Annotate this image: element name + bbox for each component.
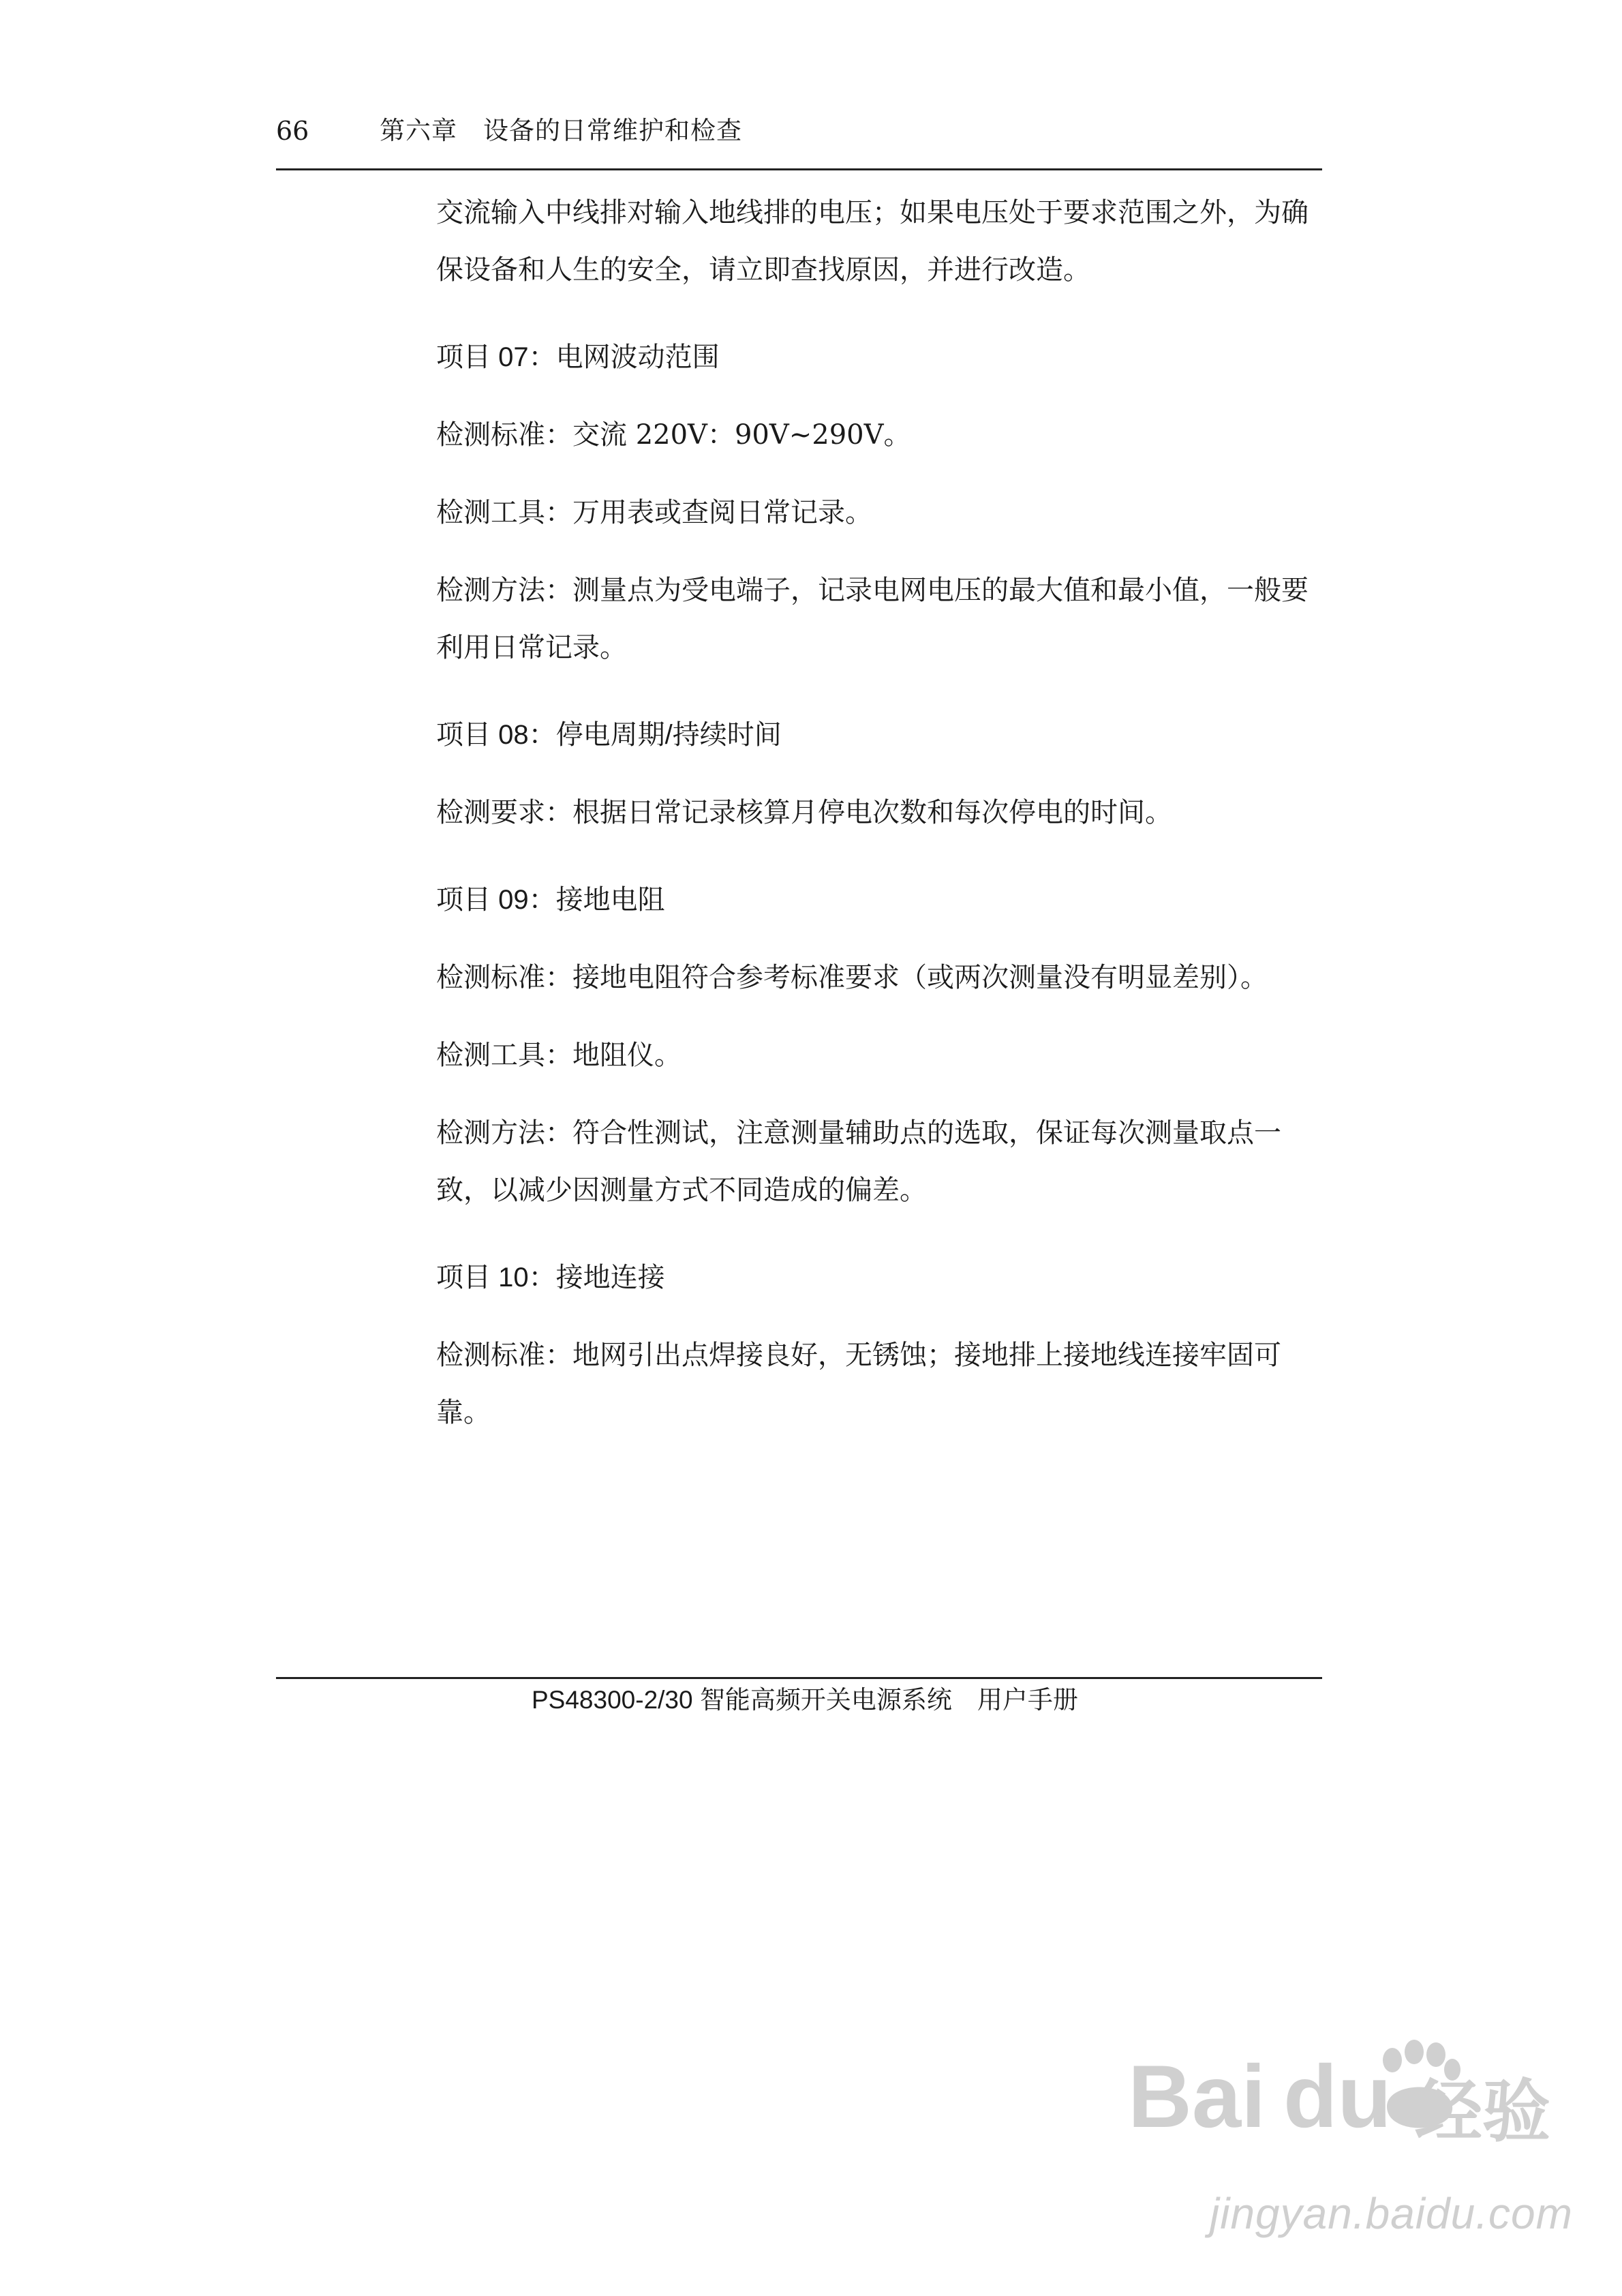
paragraph: 检测工具：地阻仪。 [436, 1040, 682, 1071]
paragraph: 检测标准：接地电阻符合参考标准要求（或两次测量没有明显差别）。 [436, 962, 1268, 993]
section-heading: 项目 08：停电周期/持续时间 [436, 720, 782, 750]
paragraph: 检测工具：万用表或查阅日常记录。 [436, 497, 872, 528]
section-heading: 项目 09：接地电阻 [436, 885, 665, 915]
chapter-title: 第六章 设备的日常维护和检查 [380, 116, 742, 145]
page-body [436, 184, 1322, 1462]
header-divider [276, 168, 1322, 170]
paragraph: 交流输入中线排对输入地线排的电压；如果电压处于要求范围之外，为确保设备和人生的安全，请立即查找原因，并进行改造。 [436, 197, 1309, 286]
paragraph: 检测方法：符合性测试，注意测量辅助点的选取，保证每次测量取点一致，以减少因测量方式不同造成的偏差。 [436, 1117, 1281, 1206]
paragraph: 检测标准：地网引出点焊接良好，无锈蚀；接地排上接地线连接牢固可靠。 [436, 1340, 1281, 1428]
svg-text:du: du [1283, 2046, 1392, 2146]
paragraph: 检测标准：交流 220V：90V~290V。 [436, 419, 911, 451]
paragraph: 检测要求：根据日常记录核算月停电次数和每次停电的时间。 [436, 797, 1172, 828]
section-heading: 项目 07：电网波动范围 [436, 342, 720, 372]
watermark-url: jingyan.baidu.com [1210, 2189, 1573, 2238]
paragraph: 检测方法：测量点为受电端子，记录电网电压的最大值和最小值，一般要利用日常记录。 [436, 575, 1309, 663]
baidu-jingyan-logo [1128, 2025, 1564, 2161]
section-heading: 项目 10：接地连接 [436, 1263, 665, 1293]
svg-text:Bai: Bai [1128, 2046, 1266, 2146]
page-number: 66 [276, 116, 309, 146]
svg-text:经验: 经验 [1414, 2072, 1550, 2151]
footer-divider [276, 1677, 1322, 1679]
baidu-jingyan-watermark [1128, 2004, 1573, 2256]
footer-title: PS48300-2/30 智能高频开关电源系统 用户手册 [532, 1686, 1078, 1714]
